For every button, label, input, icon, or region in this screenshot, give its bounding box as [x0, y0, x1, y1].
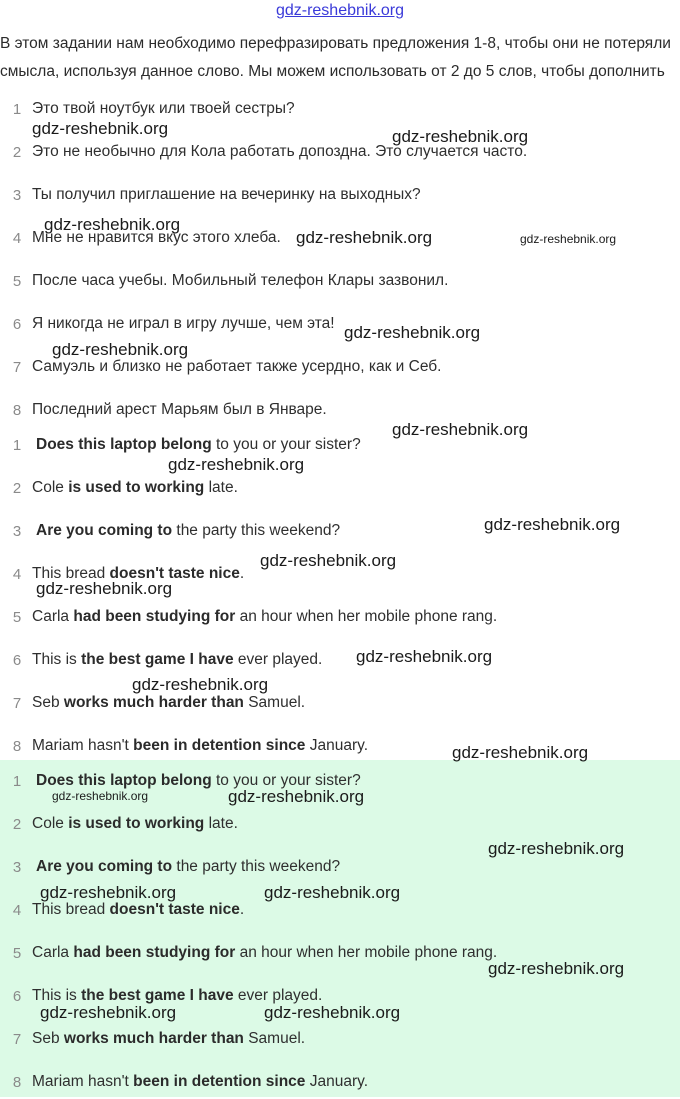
- watermark: gdz-reshebnik.org: [488, 959, 625, 978]
- item-text: Ты получил приглашение на вечеринку на выходных?: [32, 186, 421, 203]
- item-number: 6: [12, 988, 22, 1005]
- item-text: Are you coming to the party this weekend?: [36, 522, 341, 539]
- watermark: gdz-reshebnik.org: [264, 1003, 401, 1022]
- watermark: gdz-reshebnik.org: [344, 323, 481, 342]
- item-text: Это не необычно для Кола работать допоздна. Это случается часто.: [32, 143, 528, 160]
- item-number: 2: [12, 816, 22, 833]
- watermark: gdz-reshebnik.org: [392, 127, 529, 146]
- watermark: gdz-reshebnik.org: [488, 839, 625, 858]
- watermark: gdz-reshebnik.org: [44, 215, 181, 234]
- item-text: This is the best game I have ever played.: [32, 987, 323, 1004]
- watermark: gdz-reshebnik.org: [392, 420, 529, 439]
- item-number: 5: [12, 945, 22, 962]
- item-text: Does this laptop belong to you or your sister?: [36, 436, 361, 453]
- item-text: Carla had been studying for an hour when her mobile phone rang.: [32, 944, 498, 961]
- item-text: Mariam hasn't been in detention since January.: [32, 1073, 369, 1090]
- item-text: This bread doesn't taste nice.: [32, 901, 245, 918]
- item-number: 2: [12, 144, 22, 161]
- item-text: Does this laptop belong to you or your sister?: [36, 772, 361, 789]
- item-number: 3: [12, 187, 22, 204]
- item-text: Carla had been studying for an hour when her mobile phone rang.: [32, 608, 498, 625]
- item-number: 5: [12, 273, 22, 290]
- watermark: gdz-reshebnik.org: [52, 789, 149, 803]
- watermark: gdz-reshebnik.org: [52, 340, 189, 359]
- item-number: 1: [12, 773, 22, 790]
- item-text: Cole is used to working late.: [32, 479, 238, 496]
- item-text: Это твой ноутбук или твоей сестры?: [32, 100, 295, 117]
- watermark: gdz-reshebnik.org: [356, 647, 493, 666]
- item-text: Cole is used to working late.: [32, 815, 238, 832]
- watermark: gdz-reshebnik.org: [260, 551, 397, 570]
- item-text: Самуэль и близко не работает также усердно, как и Себ.: [32, 358, 442, 375]
- item-number: 3: [12, 523, 22, 540]
- watermark: gdz-reshebnik.org: [32, 119, 169, 138]
- watermark: gdz-reshebnik.org: [484, 515, 621, 534]
- item-text: This bread doesn't taste nice.: [32, 565, 245, 582]
- item-number: 3: [12, 859, 22, 876]
- watermark: gdz-reshebnik.org: [264, 883, 401, 902]
- item-text: Я никогда не играл в игру лучше, чем эта!: [32, 315, 335, 332]
- item-number: 5: [12, 609, 22, 626]
- watermark: gdz-reshebnik.org: [296, 228, 433, 247]
- item-number: 8: [12, 738, 22, 755]
- item-number: 4: [12, 230, 22, 247]
- watermark: gdz-reshebnik.org: [40, 1003, 177, 1022]
- item-number: 4: [12, 902, 22, 919]
- item-number: 1: [12, 437, 22, 454]
- watermark: gdz-reshebnik.org: [228, 787, 365, 806]
- item-text: Последний арест Марьям был в Январе.: [32, 401, 327, 418]
- watermark: gdz-reshebnik.org: [168, 455, 305, 474]
- site-link[interactable]: gdz-reshebnik.org: [275, 2, 405, 19]
- item-text: Seb works much harder than Samuel.: [32, 694, 306, 711]
- item-number: 6: [12, 316, 22, 333]
- item-number: 1: [12, 101, 22, 118]
- item-text: Seb works much harder than Samuel.: [32, 1030, 306, 1047]
- item-text: Are you coming to the party this weekend?: [36, 858, 341, 875]
- watermark: gdz-reshebnik.org: [40, 883, 177, 902]
- item-text: Mariam hasn't been in detention since January.: [32, 737, 369, 754]
- item-number: 7: [12, 359, 22, 376]
- watermark: gdz-reshebnik.org: [520, 232, 617, 246]
- item-text: This is the best game I have ever played.: [32, 651, 323, 668]
- item-number: 7: [12, 695, 22, 712]
- watermark: gdz-reshebnik.org: [452, 743, 589, 762]
- watermark: gdz-reshebnik.org: [132, 675, 269, 694]
- item-number: 4: [12, 566, 22, 583]
- task-instructions: В этом задании нам необходимо перефразировать предложения 1-8, чтобы они не потеряли смысла, используя данное слово. Мы можем использовать от 2 до 5 слов, чтобы дополнить: [0, 35, 671, 80]
- item-number: 7: [12, 1031, 22, 1048]
- item-text: Мне не нравится вкус этого хлеба.: [32, 229, 281, 246]
- item-text: После часа учебы. Мобильный телефон Клары зазвонил.: [32, 272, 449, 289]
- item-number: 8: [12, 1074, 22, 1091]
- item-number: 2: [12, 480, 22, 497]
- item-number: 6: [12, 652, 22, 669]
- item-number: 8: [12, 402, 22, 419]
- watermark: gdz-reshebnik.org: [36, 579, 173, 598]
